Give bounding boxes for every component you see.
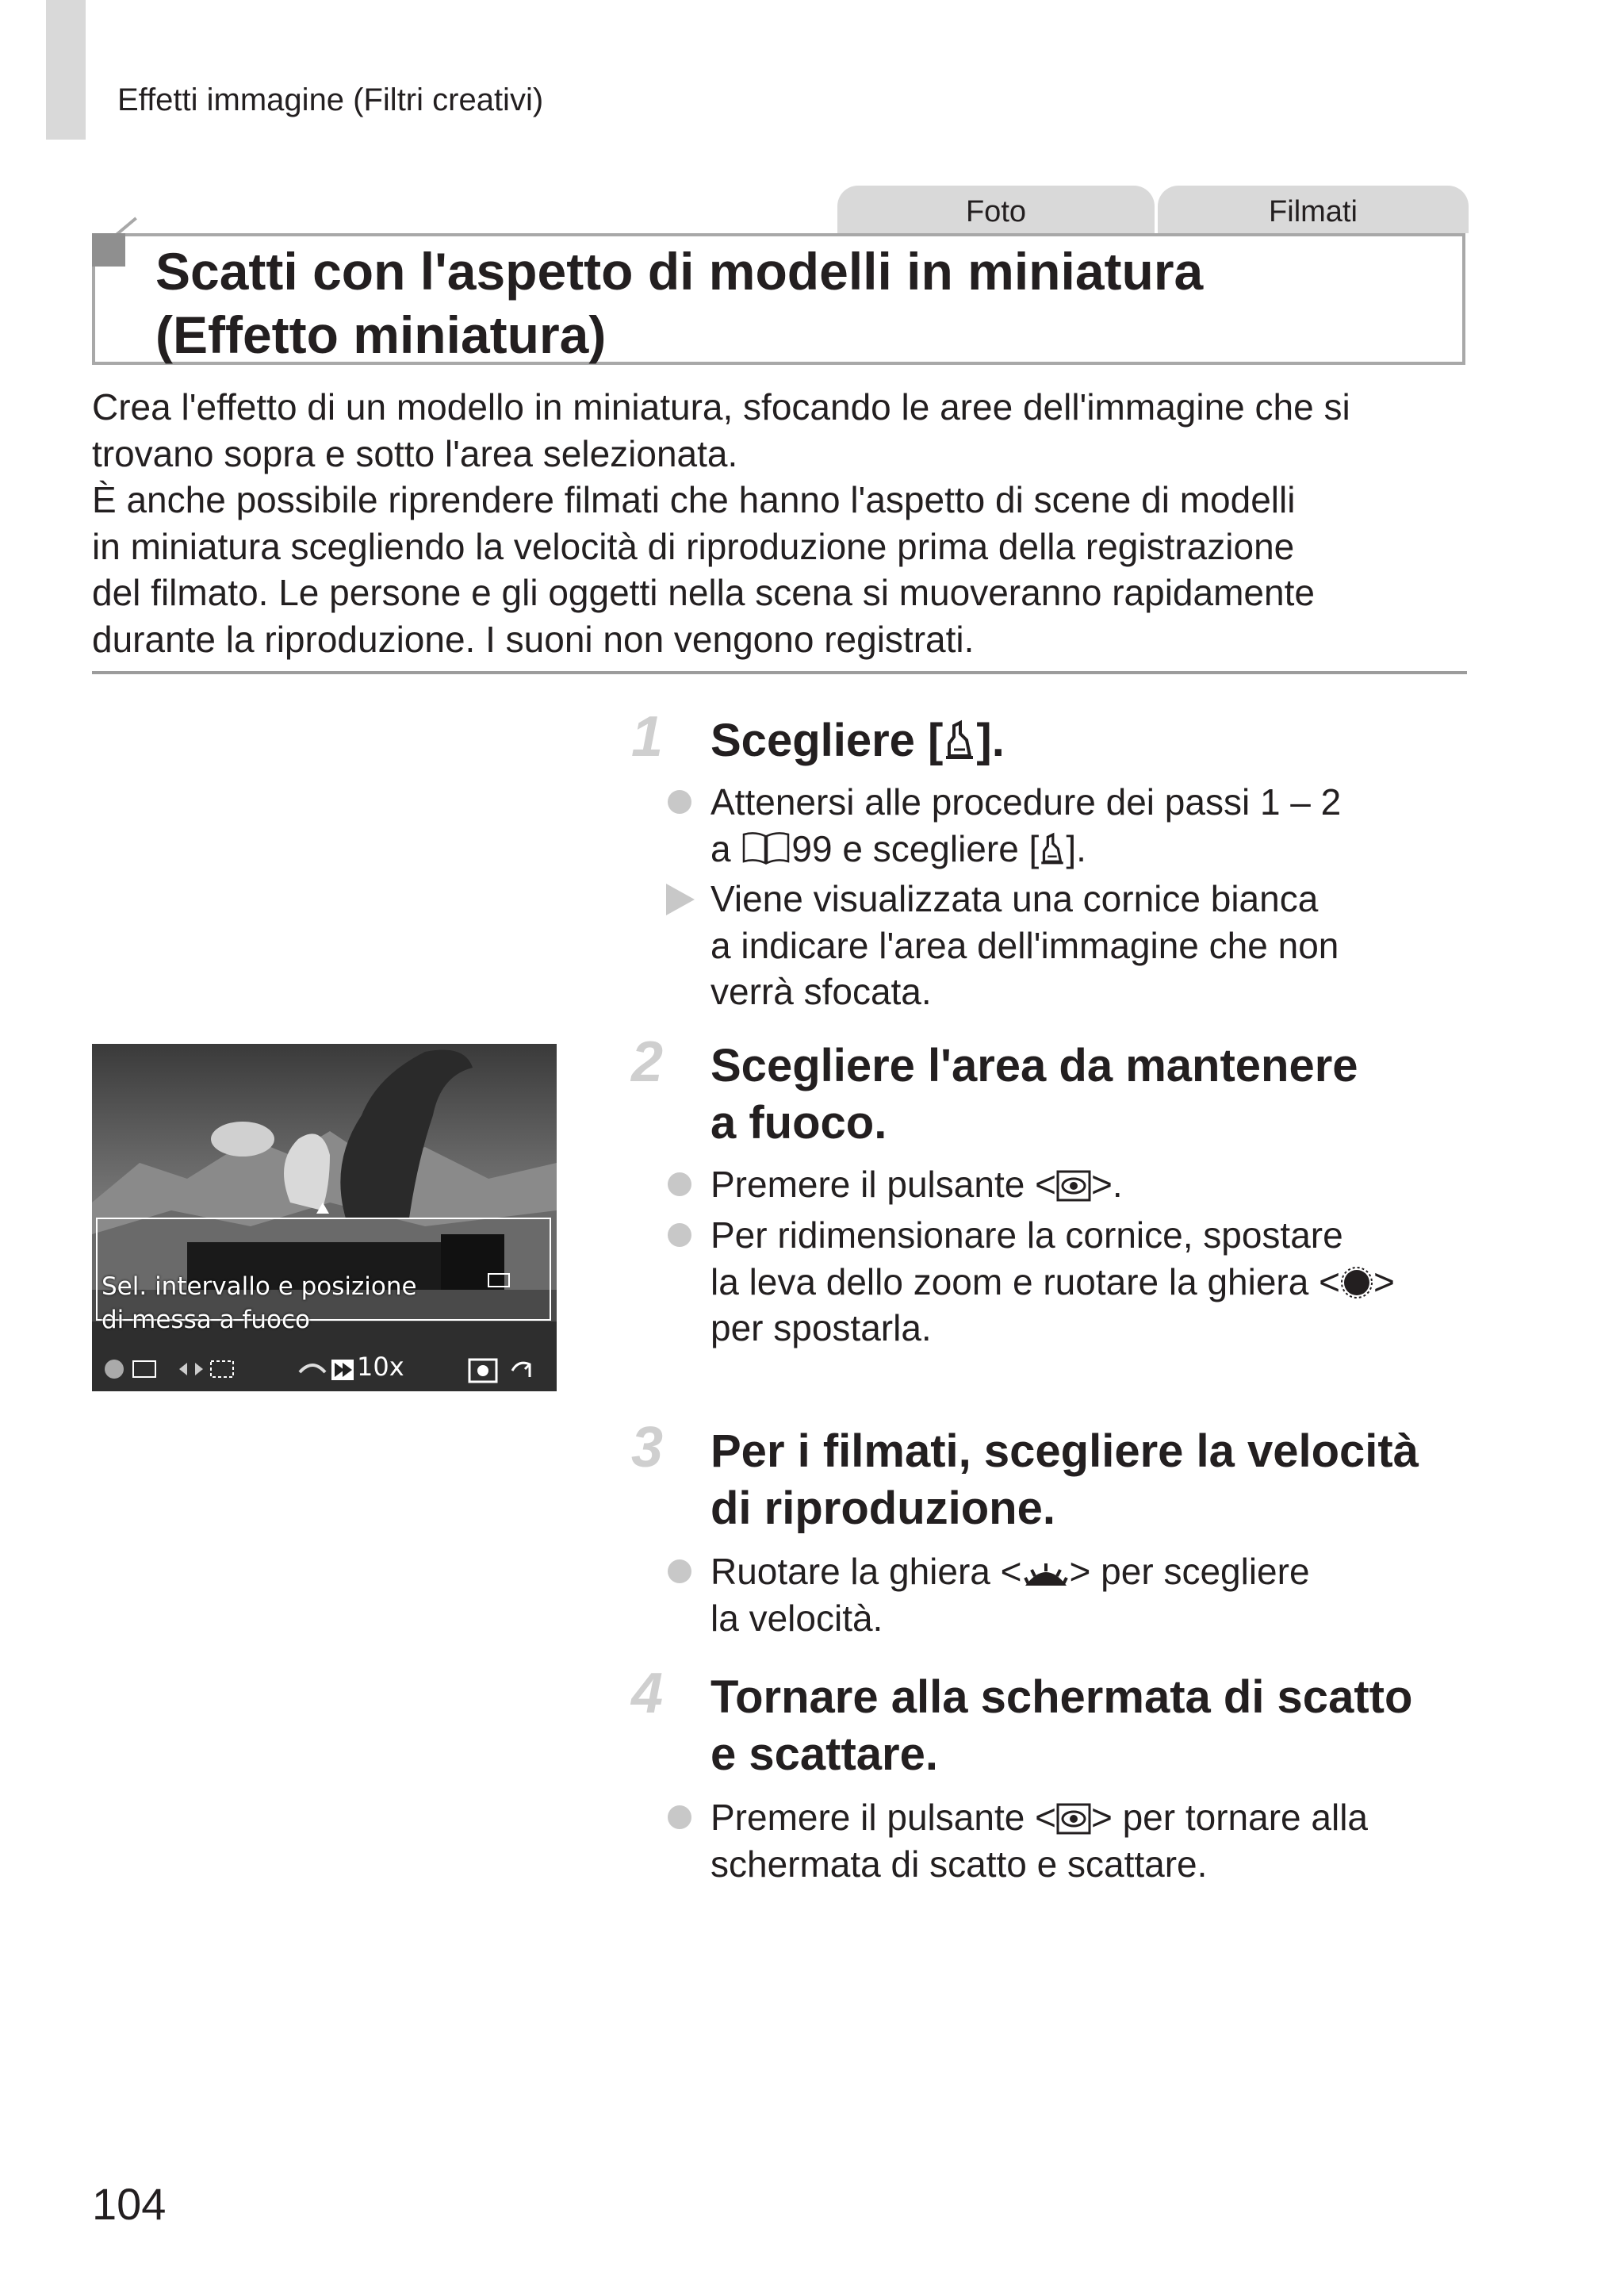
step-3-bullet-1-post: > per scegliere — [1069, 1551, 1310, 1592]
book-reference-icon — [741, 830, 791, 866]
side-tab-bar — [46, 0, 86, 140]
camera-screen-caption-line2: di messa a fuoco — [102, 1306, 310, 1334]
bullet-dot — [668, 790, 691, 814]
intro-line: del filmato. Le persone e gli oggetti nella scena si muoveranno rapidamente — [92, 572, 1315, 613]
intro-divider — [92, 671, 1467, 674]
bullet-dot — [668, 1223, 691, 1247]
step-4-bullet-1-pre: Premere il pulsante < — [710, 1797, 1056, 1838]
intro-line: trovano sopra e sotto l'area selezionata. — [92, 432, 738, 474]
step-2-bullet-2-line1: Per ridimensionare la cornice, spostare — [710, 1214, 1343, 1256]
step-1-heading — [710, 712, 1488, 769]
intro-line: È anche possibile riprendere filmati che hanno l'aspetto di scene di modelli — [92, 479, 1296, 520]
step-3-bullet-1-line2: la velocità. — [710, 1597, 883, 1639]
step-2-bullet-2-line2-pre: la leva dello zoom e ruotare la ghiera < — [710, 1260, 1340, 1302]
bullet-dot — [668, 1172, 691, 1196]
step-2-bullet-2-line2-post: > — [1373, 1260, 1395, 1302]
section-title-line2: (Effetto miniatura) — [155, 305, 607, 364]
result-arrow-icon — [666, 884, 695, 915]
bullet-dot — [668, 1805, 691, 1829]
step-1-heading-post: ]. — [976, 715, 1005, 766]
tab-filmati: Filmati — [1158, 186, 1469, 233]
step-2-heading — [710, 1038, 1488, 1152]
step-2-bullet-1-pre: Premere il pulsante < — [710, 1164, 1056, 1205]
display-button-icon — [1056, 1170, 1091, 1202]
step-4-number: 4 — [631, 1662, 664, 1725]
step-1-number: 1 — [631, 705, 664, 769]
step-1-bullet-2-line3: verrà sfocata. — [710, 971, 932, 1012]
step-3-bullet-1-pre: Ruotare la ghiera < — [710, 1551, 1022, 1592]
section-title-line1: Scatti con l'aspetto di modelli in miniatura — [155, 242, 1204, 301]
step-1-heading-pre: Scegliere [ — [710, 715, 944, 766]
camera-screen-caption — [102, 1270, 417, 1337]
step-3-bullet-1 — [710, 1548, 1488, 1641]
camera-screen-caption-line1: Sel. intervallo e posizione — [102, 1272, 417, 1301]
step-3-heading-line2: di riproduzione. — [710, 1483, 1055, 1534]
front-dial-icon — [1022, 1562, 1070, 1589]
step-1-bullet-1-line2b: e scegliere [ — [832, 827, 1040, 869]
step-2-heading-line2: a fuoco. — [710, 1097, 887, 1149]
step-4-bullet-1-line2: schermata di scatto e scattare. — [710, 1843, 1208, 1885]
step-4-heading-line2: e scattare. — [710, 1728, 938, 1780]
intro-paragraph — [92, 384, 1472, 662]
step-2-bullet-1 — [710, 1161, 1488, 1208]
miniature-scene-image — [92, 1044, 557, 1391]
step-2-bullet-1-post: >. — [1090, 1164, 1123, 1205]
step-1-bullet-1-line2a: a — [710, 827, 741, 869]
step-1-bullet-1-line2c: ]. — [1066, 827, 1086, 869]
step-2-number: 2 — [631, 1030, 664, 1094]
playback-speed-label: 10x — [357, 1352, 404, 1382]
step-2-heading-line1: Scegliere l'area da mantenere — [710, 1040, 1358, 1091]
step-3-heading-line1: Per i filmati, scegliere la velocità — [710, 1425, 1419, 1477]
camera-lcd-screenshot — [92, 1044, 557, 1391]
bullet-dot — [668, 1559, 691, 1583]
display-button-icon — [1056, 1803, 1091, 1835]
title-corner-square — [92, 233, 125, 267]
page-number: 104 — [92, 2179, 167, 2229]
running-head: Effetti immagine (Filtri creativi) — [117, 82, 544, 117]
step-1-bullet-1-line1: Attenersi alle procedure dei passi 1 – 2 — [710, 781, 1342, 823]
section-title — [155, 240, 1456, 366]
step-4-heading — [710, 1669, 1488, 1783]
step-4-bullet-1-post: > per tornare alla — [1090, 1797, 1368, 1838]
intro-line: Crea l'effetto di un modello in miniatura, sfocando le aree dell'immagine che si — [92, 386, 1350, 428]
step-2-bullet-2-line3: per spostarla. — [710, 1307, 932, 1348]
step-1-bullet-1 — [710, 779, 1488, 872]
control-dial-icon — [1340, 1266, 1373, 1299]
intro-line: durante la riproduzione. I suoni non vengono registrati. — [92, 618, 975, 660]
miniature-mode-icon — [1039, 831, 1066, 866]
step-4-heading-line1: Tornare alla schermata di scatto — [710, 1671, 1413, 1723]
page-reference: 99 — [791, 827, 833, 869]
intro-line: in miniatura scegliendo la velocità di riproduzione prima della registrazione — [92, 525, 1295, 567]
step-3-heading — [710, 1423, 1488, 1537]
miniature-mode-icon — [943, 719, 976, 761]
step-1-bullet-2-line1: Viene visualizzata una cornice bianca — [710, 878, 1319, 919]
step-2-bullet-2 — [710, 1212, 1488, 1352]
step-1-bullet-2-line2: a indicare l'area dell'immagine che non — [710, 924, 1339, 966]
tab-foto: Foto — [837, 186, 1155, 233]
step-4-bullet-1 — [710, 1794, 1488, 1887]
step-1-bullet-2 — [710, 876, 1488, 1015]
step-3-number: 3 — [631, 1416, 664, 1479]
